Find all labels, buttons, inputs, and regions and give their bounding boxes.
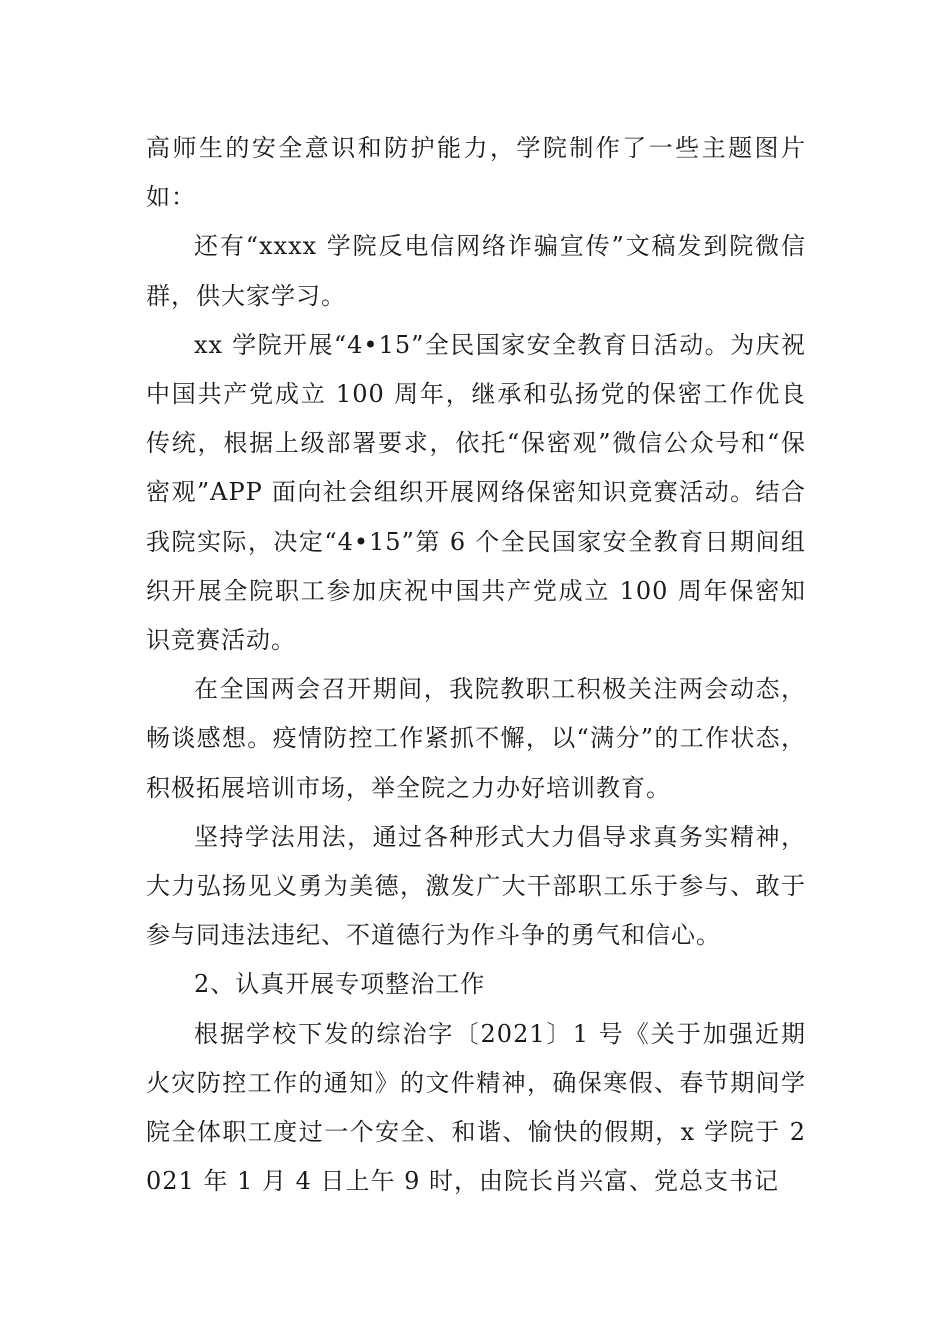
paragraph-rule-of-law: 坚持学法用法，通过各种形式大力倡导求真务实精神，大力弘扬见义勇为美德，激发广大干部职工乐于参与、敢于参与同违法违纪、不道德行为作斗争的勇气和信心。	[146, 822, 806, 950]
paragraph-continuation: 高师生的安全意识和防护能力，学院制作了一些主题图片如：	[146, 134, 806, 212]
paragraph-anti-fraud: 还有“xxxx 学院反电信网络诈骗宣传”文稿发到院微信群，供大家学习。	[146, 232, 806, 310]
document-body	[146, 124, 806, 1206]
paragraph-security-day: xx 学院开展“4•15”全民国家安全教育日活动。为庆祝中国共产党成立 100 周年，继承和弘扬党的保密工作优良传统，根据上级部署要求，依托“保密观”微信公众号和“保密观”APP 面向社会组织开展网络保密知识竞赛活动。结合我院实际，决定“4•15”第 6 个全民国家安全教育日期间组织开展全院职工参加庆祝中国共产党成立 100 周年保密知识竞赛活动。	[146, 330, 806, 655]
section-heading: 2、认真开展专项整治工作	[194, 970, 486, 999]
paragraph-two-sessions: 在全国两会召开期间，我院教职工积极关注两会动态，畅谈感想。疫情防控工作紧抓不懈，以“满分”的工作状态，积极拓展培训市场，举全院之力办好培训教育。	[146, 675, 806, 802]
paragraph-fire-prevention: 根据学校下发的综治字〔2021〕1 号《关于加强近期火灾防控工作的通知》的文件精神，确保寒假、春节期间学院全体职工度过一个安全、和谐、愉快的假期，x 学院于 2021 年 1 月 4 日上午 9 时，由院长肖兴富、党总支书记	[146, 1019, 806, 1196]
